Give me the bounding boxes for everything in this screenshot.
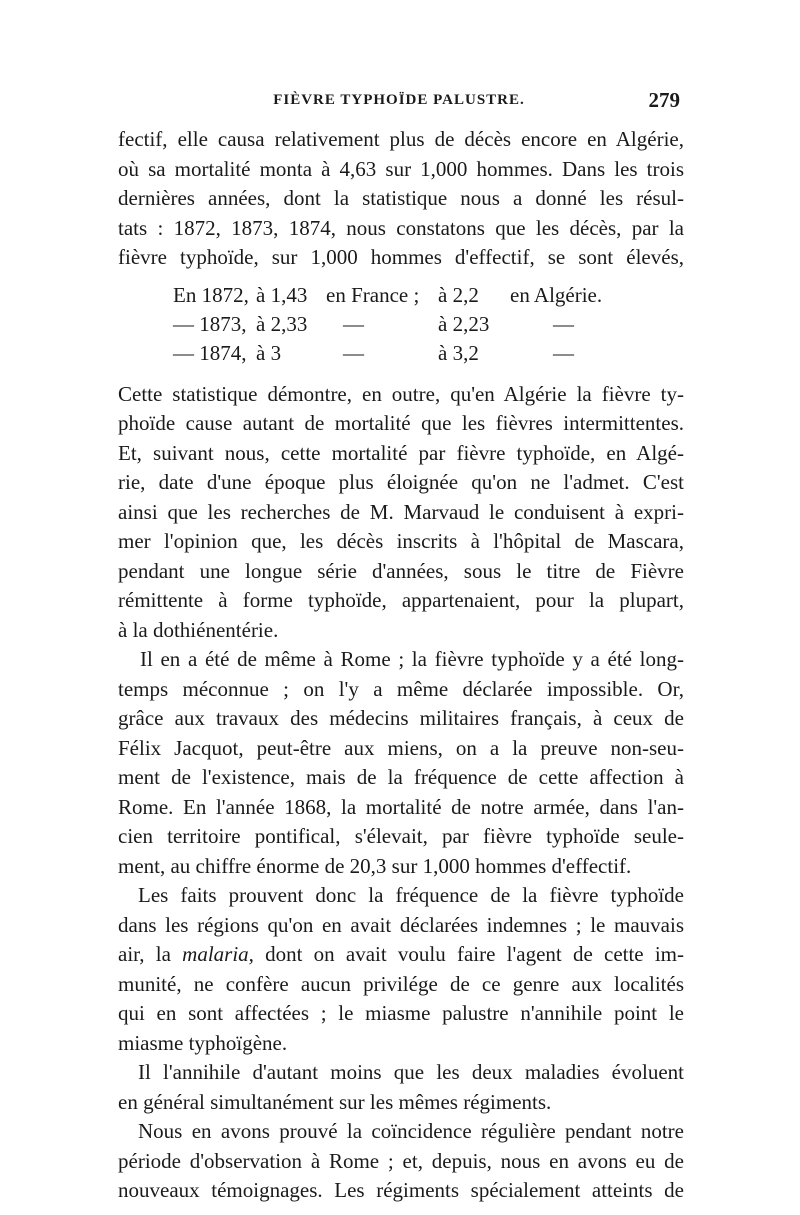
text-line — [118, 940, 684, 970]
mortality-table — [118, 281, 684, 368]
page-number: 279 — [648, 88, 680, 112]
table-row — [118, 339, 684, 368]
table-cell-algeria-value: à 2,23 — [438, 311, 490, 336]
text-line: tats : 1872, 1873, 1874, nous constatons que les décès, par la — [118, 215, 684, 240]
text-line: Rome. En l'année 1868, la mortalité de notre armée, dans l'an- — [118, 794, 684, 819]
text-line: où sa mortalité monta à 4,63 sur 1,000 hommes. Dans les trois — [118, 156, 684, 181]
text-line: Et, suivant nous, cette mortalité par fièvre typhoïde, en Algé- — [118, 440, 684, 465]
text-line: Il en a été de même à Rome ; la fièvre typhoïde y a été long- — [140, 647, 684, 671]
text-line: dans les régions qu'on en avait déclarées indemnes ; le mauvais — [118, 912, 684, 937]
text-line: ainsi que les recherches de M. Marvaud le conduisent à expri- — [118, 499, 684, 524]
table-cell-france-value: à 1,43 — [256, 282, 308, 307]
text-line: Cette statistique démontre, en outre, qu'en Algérie la fièvre ty- — [118, 381, 684, 406]
paragraph-1 — [118, 125, 684, 273]
text-line: période d'observation à Rome ; et, depuis, nous en avons eu de — [118, 1148, 684, 1173]
table-cell-year: En 1872, — [173, 282, 249, 307]
table-cell-year: — 1874, — [173, 340, 247, 365]
text-line: pendant une longue série d'années, sous le titre de Fièvre — [118, 558, 684, 583]
table-cell-algeria-label: en Algérie. — [510, 282, 603, 307]
text-line: phoïde cause autant de mortalité que les fièvres intermittentes. — [118, 411, 684, 435]
text-fragment: air, la — [118, 942, 183, 966]
text-line: fectif, elle causa relativement plus de décès encore en Algérie, — [118, 127, 684, 151]
table-row — [118, 281, 684, 310]
italic-term: malaria, — [182, 942, 254, 966]
text-line: cien territoire pontifical, s'élevait, par fièvre typhoïde seule- — [118, 824, 684, 848]
text-line: Nous en avons prouvé la coïncidence régulière pendant notre — [138, 1119, 684, 1143]
text-line: à la dothiénentérie. — [118, 617, 279, 642]
text-line: Les faits prouvent donc la fréquence de la fièvre typhoïde — [138, 883, 684, 907]
table-cell-france-value: à 2,33 — [256, 311, 308, 336]
paragraph-6 — [118, 1117, 684, 1206]
text-line: munité, ne confère aucun privilége de ce genre aux localités — [118, 971, 684, 996]
table-cell-algeria-label: — — [553, 340, 574, 365]
table-cell-france-label: — — [343, 311, 364, 336]
table-cell-france-label: — — [343, 340, 364, 365]
table-cell-france-label: en France ; — [326, 282, 420, 307]
text-line: Il l'annihile d'autant moins que les deux maladies évoluent — [138, 1060, 684, 1084]
text-fragment: dont on avait voulu faire l'agent de cette im- — [253, 942, 685, 966]
table-cell-algeria-label: — — [553, 311, 574, 336]
text-line: miasme typhoïgène. — [118, 1030, 288, 1055]
text-line: ment de l'existence, mais de la fréquence de cette affection à — [118, 765, 684, 789]
text-line: dernières années, dont la statistique nous a donné les résul- — [118, 186, 684, 210]
text-line: fièvre typhoïde, sur 1,000 hommes d'effectif, se sont élevés, — [118, 245, 684, 269]
table-cell-france-value: à 3 — [256, 340, 282, 365]
running-title: FIÈVRE TYPHOÏDE PALUSTRE. — [273, 92, 525, 108]
text-line: en général simultanément sur les mêmes régiments. — [118, 1089, 552, 1114]
text-line: rémittente à forme typhoïde, appartenaient, pour la plupart, — [118, 588, 684, 612]
table-cell-algeria-value: à 3,2 — [438, 340, 479, 365]
body-text — [118, 125, 684, 1206]
text-line: Félix Jacquot, peut-être aux miens, on a la preuve non-seu- — [118, 735, 684, 760]
text-line: ment, au chiffre énorme de 20,3 sur 1,000 hommes d'effectif. — [118, 853, 632, 878]
text-line: rie, date d'une époque plus éloignée qu'on ne l'admet. C'est — [118, 470, 684, 494]
text-line: mer l'opinion que, les décès inscrits à l'hôpital de Mascara, — [118, 529, 684, 553]
paragraph-2 — [118, 380, 684, 646]
paragraph-4 — [118, 881, 684, 1058]
text-line: grâce aux travaux des médecins militaires français, à ceux de — [118, 706, 684, 730]
table-cell-year: — 1873, — [173, 311, 247, 336]
table-row — [118, 310, 684, 339]
text-line: qui en sont affectées ; le miasme palustre n'annihile point le — [118, 1001, 684, 1025]
page-header — [118, 88, 680, 118]
paragraph-3 — [118, 645, 684, 881]
paragraph-5 — [118, 1058, 684, 1117]
text-line: temps méconnue ; on l'y a même déclarée impossible. Or, — [118, 676, 684, 701]
text-line: nouveaux témoignages. Les régiments spécialement atteints de — [118, 1178, 684, 1202]
table-cell-algeria-value: à 2,2 — [438, 282, 479, 307]
